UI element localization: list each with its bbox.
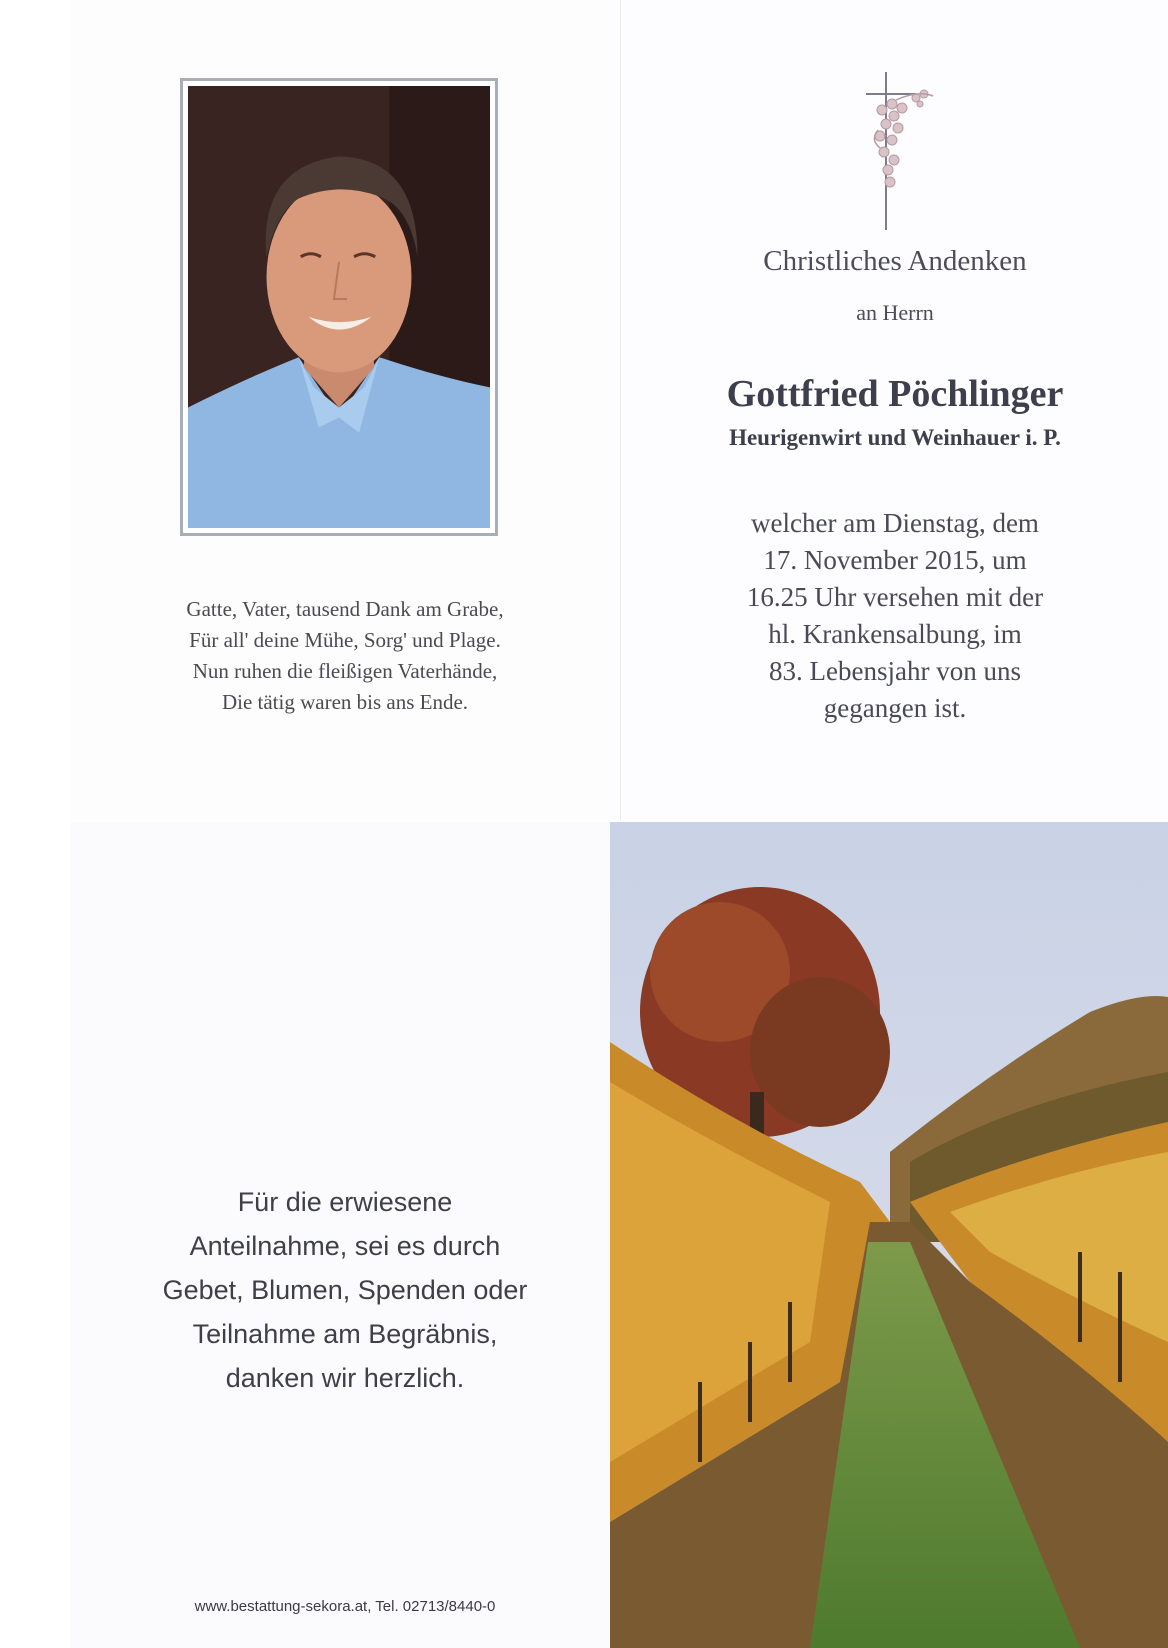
obituary-line: 83. Lebensjahr von uns: [769, 656, 1021, 686]
deceased-name: Gottfried Pöchlinger: [726, 373, 1064, 415]
memorial-subtitle: an Herrn: [856, 300, 934, 325]
thanks-text: [110, 1180, 580, 1400]
poem-line: Gatte, Vater, tausend Dank am Grabe,: [186, 597, 504, 621]
poem-line: Nun ruhen die fleißigen Vaterhände,: [192, 659, 498, 683]
poem: [110, 594, 580, 718]
thanks-line: Gebet, Blumen, Spenden oder: [162, 1275, 528, 1305]
thanks-line: Teilnahme am Begräbnis,: [192, 1319, 498, 1349]
obituary-line: 16.25 Uhr versehen mit der: [746, 582, 1044, 612]
poem-line: Für all' deine Mühe, Sorg' und Plage.: [189, 628, 501, 652]
thanks-line: Für die erwiesene: [237, 1187, 453, 1217]
obituary-line: 17. November 2015, um: [763, 545, 1027, 575]
footer-contact: www.bestattung-sekora.at, Tel. 02713/8440-0: [194, 1598, 496, 1615]
obituary-line: hl. Krankensalbung, im: [768, 619, 1022, 649]
fold-line: [620, 0, 621, 820]
obituary-line: gegangen ist.: [823, 693, 967, 723]
poem-line: Die tätig waren bis ans Ende.: [221, 690, 469, 714]
thanks-panel: [70, 822, 610, 1648]
obituary-line: welcher am Dienstag, dem: [751, 508, 1039, 538]
thanks-line: Anteilnahme, sei es durch: [189, 1231, 501, 1261]
portrait-photo: [180, 78, 498, 536]
deceased-role: Heurigenwirt und Weinhauer i. P.: [729, 425, 1061, 450]
vineyard-image: [610, 822, 1168, 1648]
obituary-text: [622, 505, 1168, 727]
memorial-title: Christliches Andenken: [763, 245, 1027, 277]
thanks-line: danken wir herzlich.: [225, 1363, 465, 1393]
photo-panel: [70, 0, 620, 820]
memorial-panel: [622, 0, 1168, 820]
cross-with-grapes-icon: [858, 70, 948, 234]
